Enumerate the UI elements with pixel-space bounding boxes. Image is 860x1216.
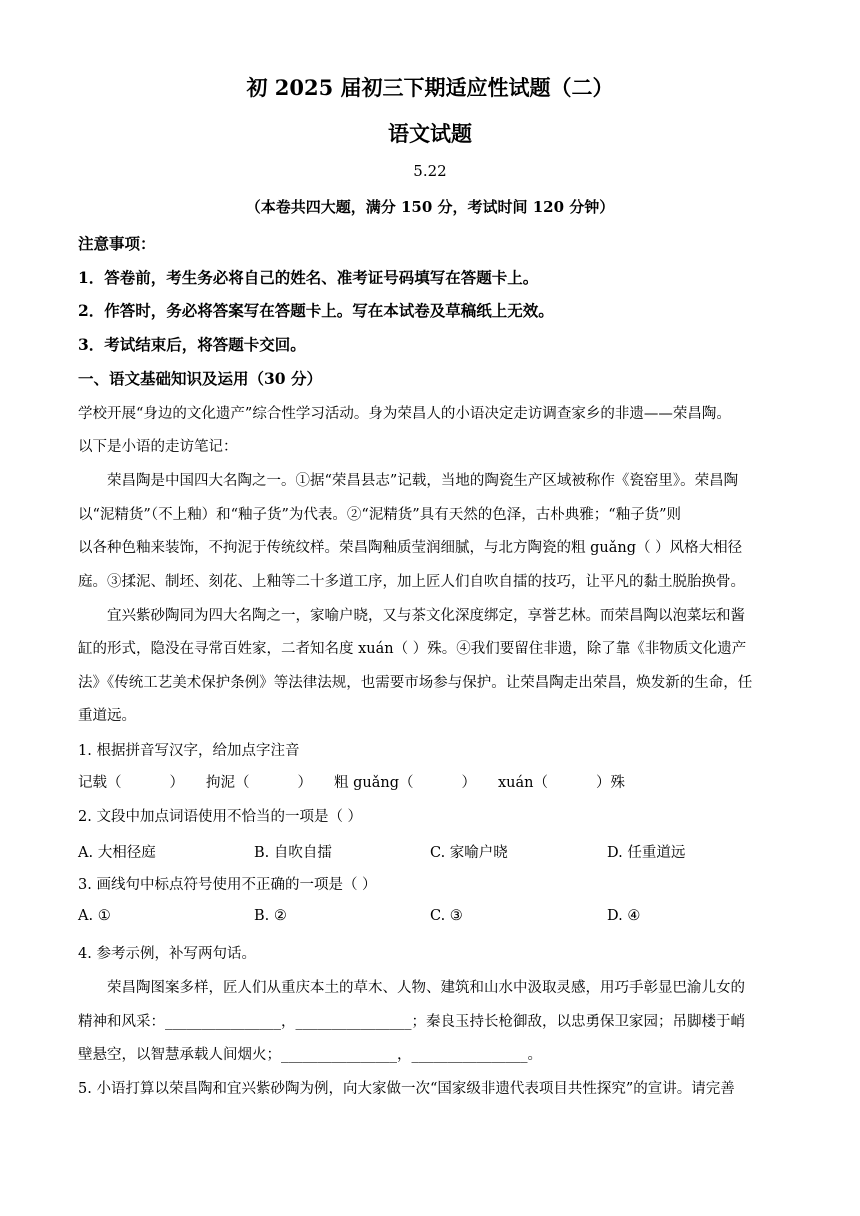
q2-option-d[interactable]: D. 任重道远 [607,845,686,861]
question-2: 2. 文段中加点词语使用不恰当的一项是（ ） [78,809,363,825]
q3-option-b[interactable]: B. ② [254,908,287,924]
q1-item: 拘泥（ [206,775,250,791]
q1-item: ） [461,775,476,791]
q1-item: ）殊 [596,775,625,791]
q1-item: xuán（ [498,775,548,791]
intro-text: 学校开展“身边的文化遗产”综合性学习活动。身为荣昌人的小语决定走访调查家乡的非遗——荣昌陶。 [78,406,731,422]
note-item: 3．考试结束后，将答题卡交回。 [78,335,306,354]
section-heading: 一、语文基础知识及运用（30 分） [78,369,322,388]
notes-heading: 注意事项： [78,234,156,253]
passage-line: 缸的形式，隐没在寻常百姓家，二者知名度 xuán（ ）殊。④我们要留住非遗，除了靠《非物质文化遗产 [78,641,747,657]
q1-item: 记载（ [78,775,122,791]
q1-item: ） [169,775,184,791]
passage-line: 法》《传统工艺美术保护条例》等法律法规，也需要市场参与保护。让荣昌陶走出荣昌，焕发新的生命，任 [78,675,753,691]
q4-line: 壁悬空，以智慧承载人间烟火；________________，________________。 [78,1047,542,1063]
intro-text: 以下是小语的走访笔记： [78,439,238,455]
passage-line: 宜兴紫砂陶同为四大名陶之一，家喻户晓，又与茶文化深度绑定，享誉艺林。而荣昌陶以泡菜坛和酱 [107,608,745,624]
exam-date: 5.22 [413,162,447,180]
question-1: 1. 根据拼音写汉字，给加点字注音 [78,743,300,759]
q1-item: 粗 guǎng（ [334,775,414,791]
passage-line: 以“泥精货”（不上釉）和“釉子货”为代表。②“泥精货”具有天然的色泽，古朴典雅；“釉子货”则 [78,507,682,523]
q3-option-d[interactable]: D. ④ [607,908,641,924]
q2-option-c[interactable]: C. 家喻户晓 [430,845,508,861]
q3-option-c[interactable]: C. ③ [430,908,463,924]
question-1-items [78,771,782,792]
q4-line: 荣昌陶图案多样，匠人们从重庆本土的草木、人物、建筑和山水中汲取灵感，用巧手彰显巴渝儿女的 [107,980,745,996]
q1-item: ） [297,775,312,791]
q3-option-a[interactable]: A. ① [78,908,111,924]
passage-line: 庭。③揉泥、制坯、刻花、上釉等二十多道工序，加上匠人们自吹自擂的技巧，让平凡的黏土脱胎换骨。 [78,574,745,590]
note-item: 1．答卷前，考生务必将自己的姓名、准考证号码填写在答题卡上。 [78,268,539,287]
exam-title: 初 2025 届初三下期适应性试题（二） [246,75,614,100]
subject-title: 语文试题 [388,121,472,146]
question-4: 4. 参考示例，补写两句话。 [78,946,256,962]
question-3: 3. 画线句中标点符号使用不正确的一项是（ ） [78,877,377,893]
question-5: 5. 小语打算以荣昌陶和宜兴紫砂陶为例，向大家做一次“国家级非遗代表项目共性探究”的宣讲。请完善 [78,1081,735,1097]
passage-line: 荣昌陶是中国四大名陶之一。①据“荣昌县志”记载，当地的陶瓷生产区域被称作《瓷窑里》。荣昌陶 [107,473,739,489]
q4-line: 精神和风采：________________，________________；秦良玉持长枪御敌，以忠勇保卫家园；吊脚楼于峭 [78,1014,745,1030]
passage-line: 以各种色釉来装饰，不拘泥于传统纹样。荣昌陶釉质莹润细腻，与北方陶瓷的粗 guǎng（ ）风格大相径 [78,540,743,556]
exam-info: （本卷共四大题，满分 150 分，考试时间 120 分钟） [245,198,615,216]
q2-option-a[interactable]: A. 大相径庭 [78,845,156,861]
note-item: 2．作答时，务必将答案写在答题卡上。写在本试卷及草稿纸上无效。 [78,301,554,320]
q2-option-b[interactable]: B. 自吹自擂 [254,845,332,861]
passage-line: 重道远。 [78,708,136,724]
